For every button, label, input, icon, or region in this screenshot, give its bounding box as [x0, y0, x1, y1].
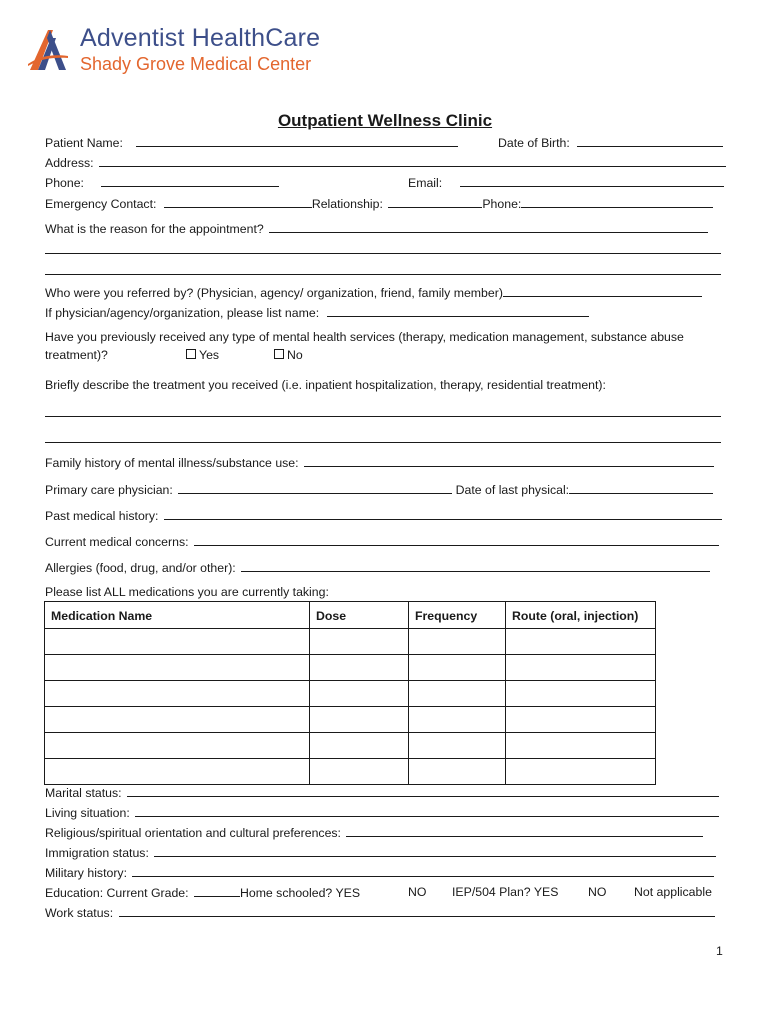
marital-field[interactable] — [127, 785, 719, 797]
frequency-cell[interactable] — [409, 707, 506, 733]
phone-row — [45, 175, 279, 191]
religious-row — [45, 825, 703, 841]
prior-services-q2: treatment)? — [45, 348, 108, 362]
home-schooled-no[interactable]: NO — [408, 885, 427, 899]
col-dose: Dose — [310, 602, 409, 629]
emergency-contact-label: Emergency Contact: — [45, 197, 157, 211]
medication-cell[interactable] — [45, 655, 310, 681]
dose-cell[interactable] — [310, 707, 409, 733]
logo-mark-icon — [26, 26, 72, 72]
last-physical-field[interactable] — [569, 482, 713, 494]
route-cell[interactable] — [506, 707, 656, 733]
col-frequency: Frequency — [409, 602, 506, 629]
not-applicable[interactable]: Not applicable — [634, 885, 712, 899]
medication-cell[interactable] — [45, 759, 310, 785]
treatment-line-2[interactable] — [45, 442, 721, 443]
home-schooled-yes[interactable]: YES — [335, 886, 361, 900]
table-row — [45, 707, 656, 733]
allergies-row — [45, 560, 710, 576]
page-title: Outpatient Wellness Clinic — [277, 111, 493, 130]
referral-name-row — [45, 305, 589, 321]
current-concerns-row — [45, 534, 719, 550]
living-label: Living situation: — [45, 806, 130, 820]
family-history-field[interactable] — [304, 455, 714, 467]
facility-name: Shady Grove Medical Center — [80, 54, 312, 74]
address-field[interactable] — [99, 155, 726, 167]
referred-field[interactable] — [503, 285, 702, 297]
table-row — [45, 655, 656, 681]
relationship-field[interactable] — [388, 196, 482, 208]
treatment-line-1[interactable] — [45, 416, 721, 417]
email-row — [408, 175, 724, 191]
current-concerns-field[interactable] — [194, 534, 719, 546]
education-label: Education: Current Grade: — [45, 886, 189, 900]
dob-field[interactable] — [577, 135, 723, 147]
military-field[interactable] — [132, 865, 714, 877]
frequency-cell[interactable] — [409, 629, 506, 655]
referral-name-label: If physician/agency/organization, please list name: — [45, 306, 320, 320]
allergies-label: Allergies (food, drug, and/or other): — [45, 561, 236, 575]
referral-name-field[interactable] — [327, 305, 589, 317]
email-field[interactable] — [460, 175, 724, 187]
dose-cell[interactable] — [310, 759, 409, 785]
family-history-row — [45, 455, 714, 471]
referred-row — [45, 285, 702, 301]
medications-prompt: Please list ALL medications you are currently taking: — [45, 585, 329, 599]
reason-row — [45, 221, 708, 237]
religious-field[interactable] — [346, 825, 703, 837]
page-number: 1 — [716, 944, 723, 958]
immigration-field[interactable] — [154, 845, 716, 857]
emergency-contact-field[interactable] — [164, 196, 312, 208]
work-label: Work status: — [45, 906, 114, 920]
table-row — [45, 759, 656, 785]
medication-cell[interactable] — [45, 681, 310, 707]
org-logo — [26, 24, 346, 80]
home-schooled-label: Home schooled? — [239, 886, 333, 900]
current-concerns-label: Current medical concerns: — [45, 535, 189, 549]
past-medical-label: Past medical history: — [45, 509, 159, 523]
describe-treatment-label: Briefly describe the treatment you received (i.e. inpatient hospitalization, therapy, residential treatment): — [45, 378, 606, 392]
religious-label: Religious/spiritual orientation and cultural preferences: — [45, 826, 341, 840]
emergency-contact-row — [45, 196, 713, 212]
iep-yes[interactable]: YES — [533, 885, 559, 899]
dose-cell[interactable] — [310, 629, 409, 655]
email-label: Email: — [408, 176, 443, 190]
allergies-field[interactable] — [241, 560, 710, 572]
medications-table — [44, 601, 656, 785]
dose-cell[interactable] — [310, 733, 409, 759]
family-history-label: Family history of mental illness/substance use: — [45, 456, 299, 470]
last-physical-label: Date of last physical: — [455, 483, 570, 497]
emergency-phone-label: Phone: — [482, 197, 522, 211]
medications-header-row — [45, 602, 656, 629]
route-cell[interactable] — [506, 681, 656, 707]
medication-cell[interactable] — [45, 733, 310, 759]
phone-label: Phone: — [45, 176, 84, 190]
table-row — [45, 629, 656, 655]
frequency-cell[interactable] — [409, 655, 506, 681]
prior-services-row — [45, 348, 108, 363]
dob-row — [498, 135, 723, 151]
reason-line-2[interactable] — [45, 253, 721, 254]
living-row — [45, 805, 719, 821]
frequency-cell[interactable] — [409, 733, 506, 759]
no-option[interactable] — [274, 348, 303, 363]
no-label: No — [287, 348, 303, 362]
dose-cell[interactable] — [310, 655, 409, 681]
patient-name-row — [45, 135, 458, 151]
phone-field[interactable] — [101, 175, 279, 187]
prior-services-q1: Have you previously received any type of mental health services (therapy, medication management, substance abuse — [45, 330, 684, 344]
pcp-label: Primary care physician: — [45, 483, 173, 497]
route-cell[interactable] — [506, 759, 656, 785]
relationship-label: Relationship: — [311, 197, 383, 211]
referred-label: Who were you referred by? (Physician, agency/ organization, friend, family member) — [45, 286, 503, 300]
patient-name-field[interactable] — [136, 135, 458, 147]
iep-label: IEP/504 Plan? — [452, 885, 531, 899]
living-field[interactable] — [135, 805, 719, 817]
medication-cell[interactable] — [45, 629, 310, 655]
no-checkbox[interactable] — [274, 349, 284, 359]
dob-label: Date of Birth: — [498, 136, 570, 150]
yes-option[interactable] — [186, 348, 219, 363]
work-row — [45, 905, 715, 921]
route-cell[interactable] — [506, 733, 656, 759]
col-route: Route (oral, injection) — [506, 602, 656, 629]
emergency-phone-field[interactable] — [521, 196, 713, 208]
military-label: Military history: — [45, 866, 127, 880]
iep-no[interactable]: NO — [588, 885, 607, 899]
iep-row — [452, 885, 558, 900]
reason-field[interactable] — [269, 221, 708, 233]
address-label: Address: — [45, 156, 94, 170]
medication-cell[interactable] — [45, 707, 310, 733]
org-name: Adventist HealthCare — [80, 24, 321, 52]
pcp-field[interactable] — [178, 482, 452, 494]
past-medical-field[interactable] — [164, 508, 722, 520]
immigration-label: Immigration status: — [45, 846, 149, 860]
grade-field[interactable] — [194, 885, 240, 897]
pcp-row — [45, 482, 713, 498]
work-field[interactable] — [119, 905, 715, 917]
marital-row — [45, 785, 719, 801]
education-row — [45, 885, 360, 901]
col-medication-name: Medication Name — [45, 602, 310, 629]
yes-checkbox[interactable] — [186, 349, 196, 359]
past-medical-row — [45, 508, 722, 524]
reason-line-3[interactable] — [45, 274, 721, 275]
table-row — [45, 681, 656, 707]
frequency-cell[interactable] — [409, 681, 506, 707]
frequency-cell[interactable] — [409, 759, 506, 785]
military-row — [45, 865, 714, 881]
dose-cell[interactable] — [310, 681, 409, 707]
patient-name-label: Patient Name: — [45, 136, 123, 150]
immigration-row — [45, 845, 716, 861]
address-row — [45, 155, 726, 171]
marital-label: Marital status: — [45, 786, 122, 800]
yes-label: Yes — [199, 348, 220, 362]
table-row — [45, 733, 656, 759]
route-cell[interactable] — [506, 629, 656, 655]
route-cell[interactable] — [506, 655, 656, 681]
reason-label: What is the reason for the appointment? — [45, 222, 264, 236]
